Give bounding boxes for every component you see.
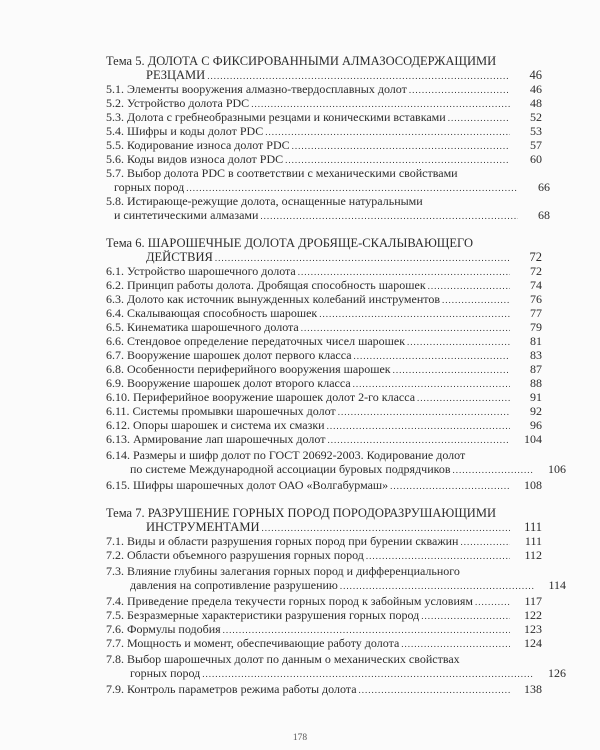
entry-text: 6.12. Опоры шарошек и система их смазки: [106, 418, 325, 432]
dot-leader: [417, 391, 510, 405]
page-ref: 83: [530, 348, 542, 362]
page-ref: 122: [524, 608, 542, 622]
page-ref: 138: [524, 682, 542, 696]
entry-text: 7.1. Виды и области разрушения горных пород при бурении скважин: [106, 534, 459, 548]
page-ref: 74: [530, 278, 542, 292]
entry-text-continued: горных пород: [130, 666, 201, 680]
dot-leader: [453, 463, 534, 477]
toc-entry-6-3: [106, 292, 542, 306]
dot-leader: [207, 69, 510, 83]
entry-text-continued: горных пород: [114, 180, 185, 194]
dot-leader: [319, 307, 510, 321]
dot-leader: [475, 595, 510, 609]
toc-entry-5-6: [106, 152, 542, 166]
page-ref: 112: [524, 548, 542, 562]
toc-entry-6-6: [106, 334, 542, 348]
toc-entry-5-2: [106, 96, 542, 110]
page-ref: 53: [530, 124, 542, 138]
toc-entry-6-9: [106, 376, 542, 390]
dot-leader: [327, 419, 510, 433]
entry-text: 6.2. Принцип работы долота. Дробящая способность шарошек: [106, 278, 426, 292]
toc-entry-6-12: [106, 418, 542, 432]
dot-leader: [428, 279, 510, 293]
entry-text: 5.8. Истирающе-режущие долота, оснащенные натуральными: [106, 194, 423, 208]
dot-leader: [340, 579, 534, 593]
entry-text: 6.11. Системы промывки шарошечных долот: [106, 404, 336, 418]
page-ref: 72: [529, 250, 542, 264]
dot-leader: [251, 97, 510, 111]
dot-leader: [448, 111, 510, 125]
entry-text: 7.3. Влияние глубины залегания горных пород и дифференциального: [106, 564, 460, 578]
page-ref: 108: [524, 478, 542, 492]
entry-text: 5.7. Выбор долота PDC в соответствии с механическими свойствами: [106, 166, 458, 180]
page-ref: 77: [530, 306, 542, 320]
dot-leader: [353, 377, 510, 391]
entry-text-continued: и синтетическими алмазами: [114, 208, 259, 222]
entry-text: 5.1. Элементы вооружения алмазно-твердосплавных долот: [106, 82, 407, 96]
entry-text: 5.5. Кодирование износа долот PDC: [106, 138, 290, 152]
page-ref: 60: [530, 152, 542, 166]
entry-text: 7.6. Формулы подобия: [106, 622, 221, 636]
toc-entry-6-4: [106, 306, 542, 320]
entry-text: 6.4. Скалывающая способность шарошек: [106, 306, 318, 320]
entry-text: 6.9. Вооружение шарошек долот второго класса: [106, 376, 351, 390]
page-ref: 106: [548, 462, 566, 476]
dot-leader: [460, 535, 510, 549]
entry-text: 7.9. Контроль параметров режима работы долота: [106, 682, 357, 696]
toc-entry-6-1: [106, 264, 542, 278]
section-6-title: [106, 236, 542, 264]
section-title-line: Тема 7. РАЗРУШЕНИЕ ГОРНЫХ ПОРОД ПОРОДОРАЗРУШАЮЩИМИ: [106, 506, 496, 520]
dot-leader: [223, 623, 510, 637]
toc-entry-6-11: [106, 404, 542, 418]
dot-leader: [338, 405, 510, 419]
toc-entry-5-4: [106, 124, 542, 138]
page-ref: 88: [530, 376, 542, 390]
page-ref: 104: [524, 432, 542, 446]
dot-leader: [409, 83, 510, 97]
page-ref: 111: [524, 534, 542, 548]
entry-text: 7.4. Приведение предела текучести горных пород к забойным условиям: [106, 594, 473, 608]
entry-text: 6.14. Размеры и шифр долот по ГОСТ 20692-2003. Кодирование долот: [106, 448, 466, 462]
entry-text: 5.4. Шифры и коды долот PDC: [106, 124, 264, 138]
dot-leader: [442, 293, 510, 307]
dot-leader: [292, 139, 510, 153]
dot-leader: [202, 667, 534, 681]
page-ref: 52: [530, 110, 542, 124]
page-ref: 46: [529, 68, 542, 82]
toc-entry-6-14: [106, 448, 566, 476]
entry-text: 5.6. Коды видов износа долот PDC: [106, 152, 284, 166]
toc-entry-7-2: [106, 548, 542, 562]
entry-text: 6.5. Кинематика шарошечного долота: [106, 320, 299, 334]
page-ref: 114: [548, 578, 566, 592]
page-ref: 72: [530, 264, 542, 278]
entry-text: 5.3. Долота с гребнеобразными резцами и коническими вставками: [106, 110, 446, 124]
toc-entry-5-5: [106, 138, 542, 152]
dot-leader: [407, 335, 510, 349]
page-ref: 48: [530, 96, 542, 110]
page-ref: 68: [538, 208, 550, 222]
toc-entry-6-13: [106, 432, 542, 446]
page-ref: 111: [524, 520, 542, 534]
toc-entry-7-5: [106, 608, 542, 622]
page-ref: 124: [524, 636, 542, 650]
toc-entry-7-7: [106, 636, 542, 650]
section-title-line: Тема 5. ДОЛОТА С ФИКСИРОВАННЫМИ АЛМАЗОСОДЕРЖАЩИМИ: [106, 54, 497, 68]
dot-leader: [393, 363, 510, 377]
toc-entry-7-9: [106, 682, 542, 696]
dot-leader: [215, 251, 510, 265]
page-ref: 76: [530, 292, 542, 306]
dot-leader: [421, 609, 510, 623]
entry-text: 7.7. Мощность и момент, обеспечивающие работу долота: [106, 636, 400, 650]
section-title-line: ДЕЙСТВИЯ: [146, 250, 213, 264]
entry-text: 7.2. Области объемного разрушения горных пород: [106, 548, 364, 562]
dot-leader: [186, 181, 518, 195]
toc-entry-6-5: [106, 320, 542, 334]
entry-text: 6.3. Долото как источник вынужденных колебаний инструментов: [106, 292, 441, 306]
entry-text: 7.5. Безразмерные характеристики разрушения горных пород: [106, 608, 420, 622]
page-ref: 92: [530, 404, 542, 418]
dot-leader: [390, 479, 510, 493]
page-ref: 91: [530, 390, 542, 404]
entry-text: 6.8. Особенности периферийного вооружения шарошек: [106, 362, 391, 376]
toc-entry-6-2: [106, 278, 542, 292]
page-ref: 117: [524, 594, 542, 608]
toc-entry-6-7: [106, 348, 542, 362]
entry-text: 6.7. Вооружение шарошек долот первого класса: [106, 348, 352, 362]
page-number: 178: [292, 733, 308, 743]
entry-text-continued: по системе Международной ассоциации буровых подрядчиков: [130, 462, 451, 476]
entry-text: 6.15. Шифры шарошечных долот ОАО «Волгабурмаш»: [106, 478, 389, 492]
section-title-line: РЕЗЦАМИ: [146, 68, 206, 82]
dot-leader: [354, 349, 510, 363]
dot-leader: [366, 549, 510, 563]
section-title-line: ИНСТРУМЕНТАМИ: [146, 520, 260, 534]
dot-leader: [285, 153, 510, 167]
entry-text: 6.6. Стендовое определение передаточных чисел шарошек: [106, 334, 406, 348]
toc-entry-7-3: [106, 564, 566, 592]
page-ref: 57: [530, 138, 542, 152]
section-7-title: [106, 506, 542, 534]
entry-text: 5.2. Устройство долота PDC: [106, 96, 250, 110]
dot-leader: [327, 433, 510, 447]
entry-text: 6.13. Армирование лап шарошечных долот: [106, 432, 326, 446]
page-ref: 81: [530, 334, 542, 348]
dot-leader: [260, 209, 518, 223]
toc-entry-7-8: [106, 652, 566, 680]
dot-leader: [265, 125, 510, 139]
toc-entry-5-3: [106, 110, 542, 124]
dot-leader: [298, 265, 510, 279]
page-ref: 79: [530, 320, 542, 334]
section-title-line: Тема 6. ШАРОШЕЧНЫЕ ДОЛОТА ДРОБЯЩЕ-СКАЛЫВАЮЩЕГО: [106, 236, 473, 250]
dot-leader: [301, 321, 510, 335]
entry-text: 6.1. Устройство шарошечного долота: [106, 264, 296, 278]
toc-entry-5-1: [106, 82, 542, 96]
page-ref: 123: [524, 622, 542, 636]
page-ref: 87: [530, 362, 542, 376]
page-ref: 66: [538, 180, 550, 194]
toc-entry-7-6: [106, 622, 542, 636]
toc-entry-7-4: [106, 594, 542, 608]
entry-text-continued: давления на сопротивление разрушению: [130, 578, 338, 592]
dot-leader: [261, 521, 510, 535]
toc-entry-6-15: [106, 478, 542, 492]
toc-entry-7-1: [106, 534, 542, 548]
toc-entry-6-8: [106, 362, 542, 376]
entry-text: 6.10. Периферийное вооружение шарошек долот 2-го класса: [106, 390, 416, 404]
dot-leader: [401, 637, 510, 651]
page-ref: 126: [548, 666, 566, 680]
toc-entry-5-7: [106, 166, 550, 194]
toc-entry-5-8: [106, 194, 550, 222]
page-ref: 96: [530, 418, 542, 432]
dot-leader: [359, 683, 510, 697]
section-5-title: [106, 54, 542, 82]
entry-text: 7.8. Выбор шарошечных долот по данным о механических свойствах: [106, 652, 460, 666]
page-ref: 46: [530, 82, 542, 96]
toc-entry-6-10: [106, 390, 542, 404]
